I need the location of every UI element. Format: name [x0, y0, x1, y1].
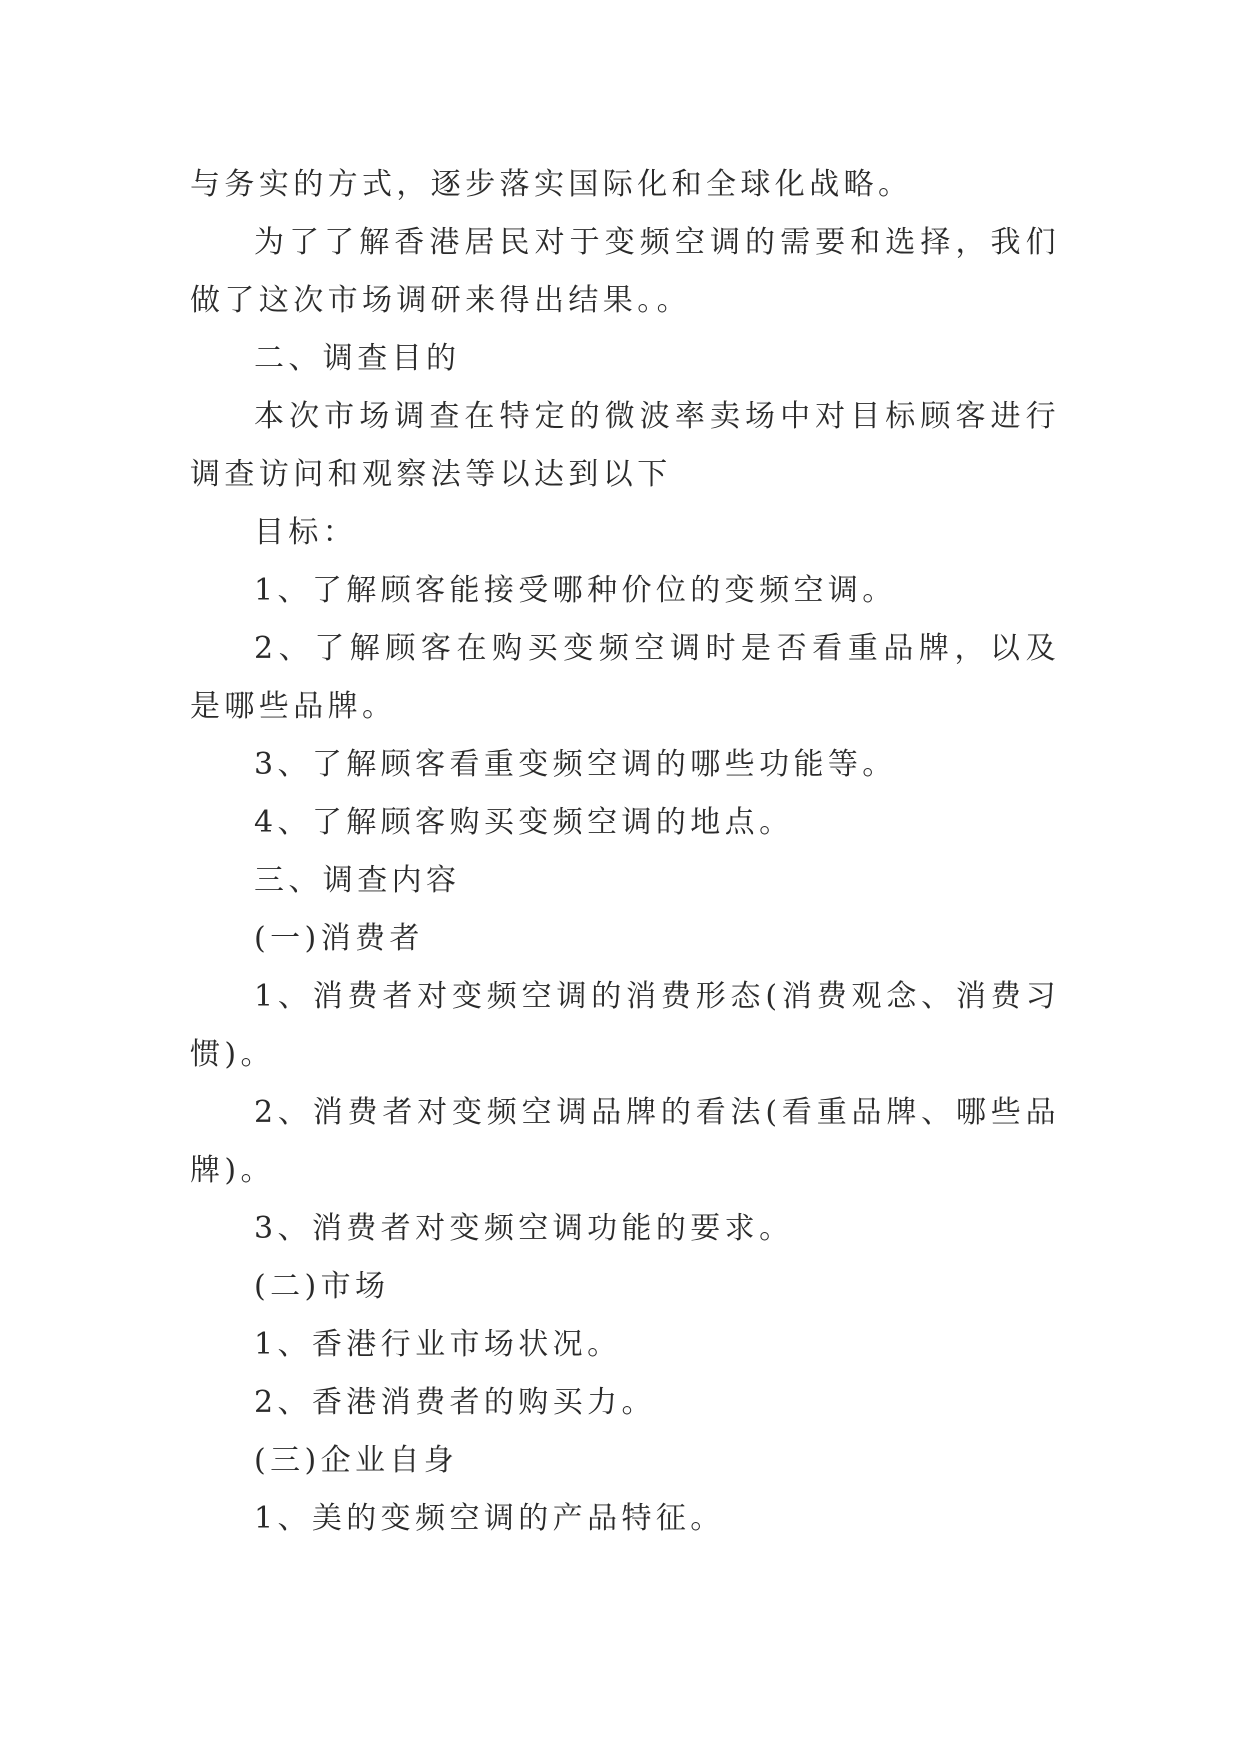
document-body	[190, 156, 1060, 1548]
paragraph-purpose: 本次市场调查在特定的微波率卖场中对目标顾客进行调查访问和观察法等以达到以下	[190, 399, 1060, 492]
paragraph-continuation: 与务实的方式，逐步落实国际化和全球化战略。	[190, 167, 913, 202]
consumer-item-2: 2、消费者对变频空调品牌的看法(看重品牌、哪些品牌)。	[190, 1095, 1060, 1188]
goal-item-3: 3、了解顾客看重变频空调的哪些功能等。	[254, 747, 897, 782]
company-item-1: 1、美的变频空调的产品特征。	[254, 1501, 725, 1536]
paragraph-intro: 为了了解香港居民对于变频空调的需要和选择，我们做了这次市场调研来得出结果。。	[190, 225, 1060, 318]
subsection-company: (三)企业自身	[254, 1443, 459, 1478]
paragraph-goals-label: 目标：	[254, 515, 358, 550]
subsection-consumers: (一)消费者	[254, 921, 424, 956]
section-heading-purpose: 二、调查目的	[254, 341, 461, 376]
goal-item-2: 2、了解顾客在购买变频空调时是否看重品牌，以及是哪些品牌。	[190, 631, 1060, 724]
consumer-item-3: 3、消费者对变频空调功能的要求。	[254, 1211, 794, 1246]
subsection-market: (二)市场	[254, 1269, 390, 1304]
market-item-2: 2、香港消费者的购买力。	[254, 1385, 656, 1420]
consumer-item-1: 1、消费者对变频空调的消费形态(消费观念、消费习惯)。	[190, 979, 1060, 1072]
section-heading-content: 三、调查内容	[254, 863, 461, 898]
goal-item-1: 1、了解顾客能接受哪种价位的变频空调。	[254, 573, 897, 608]
goal-item-4: 4、了解顾客购买变频空调的地点。	[254, 805, 794, 840]
market-item-1: 1、香港行业市场状况。	[254, 1327, 622, 1362]
